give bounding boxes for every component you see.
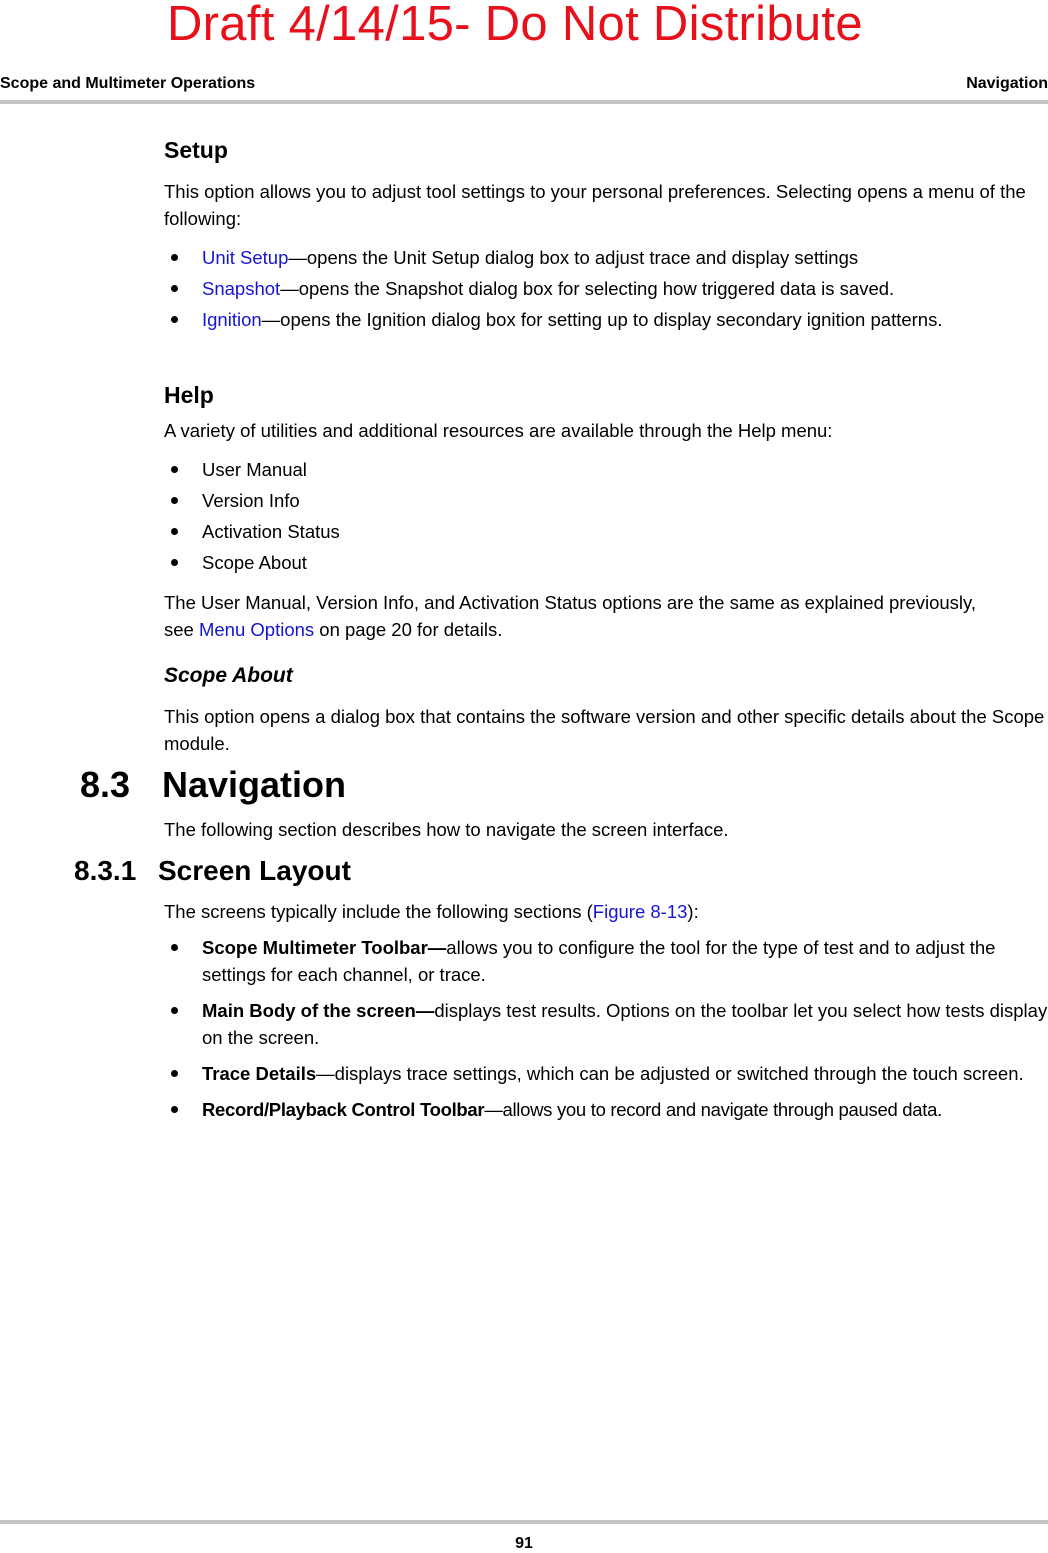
scope-about-heading: Scope About: [164, 664, 293, 687]
list-item-text: User Manual: [202, 459, 307, 480]
setup-list: [165, 244, 1045, 337]
list-item: [165, 1096, 1048, 1123]
menu-options-link[interactable]: Menu Options: [198, 619, 315, 640]
unit-setup-link[interactable]: Unit Setup: [202, 247, 289, 268]
bullet: [171, 559, 178, 566]
setup-heading: Setup: [164, 137, 228, 163]
bullet: [171, 316, 178, 323]
section-title: Navigation: [162, 764, 347, 805]
subsection-title: Screen Layout: [158, 855, 351, 886]
bullet: [171, 1106, 178, 1113]
intro-text: The screens typically include the following sections (: [164, 901, 593, 922]
list-item-term: Main Body of the screen—: [202, 1000, 435, 1021]
bullet: [171, 1070, 178, 1077]
bullet: [171, 944, 178, 951]
list-item: [165, 244, 1045, 271]
snapshot-link[interactable]: Snapshot: [202, 278, 281, 299]
bullet: [171, 1007, 178, 1014]
screen-layout-intro: [164, 898, 1034, 925]
intro-text-end: ):: [687, 901, 699, 922]
list-item-text: —displays trace settings, which can be adjusted or switched through the touch screen.: [316, 1063, 1024, 1084]
list-item: [165, 997, 1048, 1051]
page-number: 91: [515, 1535, 533, 1552]
setup-intro: This option allows you to adjust tool settings to your personal preferences. Selecting opens a menu of the following:: [164, 181, 1026, 229]
list-item-term: Record/Playback Control Toolbar: [202, 1099, 485, 1120]
list-item-text: —opens the Snapshot dialog box for selecting how triggered data is saved.: [280, 278, 895, 299]
section-number: 8.3: [80, 764, 131, 805]
bullet: [171, 466, 178, 473]
list-item: [165, 487, 1035, 514]
navigation-intro: The following section describes how to navigate the screen interface.: [164, 819, 729, 840]
header-rule: [0, 100, 1048, 104]
running-header-left: Scope and Multimeter Operations: [0, 75, 256, 92]
help-list: [165, 456, 1035, 580]
screen-layout-list: [165, 934, 1048, 1132]
footer-rule: [0, 1520, 1048, 1524]
help-intro: A variety of utilities and additional resources are available through the Help menu:: [164, 420, 833, 441]
list-item: [165, 518, 1035, 545]
list-item: [165, 549, 1035, 576]
draft-watermark: Draft 4/14/15- Do Not Distribute: [167, 0, 863, 51]
list-item-text: Version Info: [202, 490, 300, 511]
ignition-link[interactable]: Ignition: [202, 309, 262, 330]
list-item: [165, 275, 1045, 302]
list-item-text: —opens the Unit Setup dialog box to adjust trace and display settings: [288, 247, 859, 268]
running-header-right: Navigation: [966, 75, 1048, 92]
help-note-text: The User Manual, Version Info, and Activation Status options are the same as explained previously, see: [164, 592, 977, 640]
list-item-text: Activation Status: [202, 521, 340, 542]
subsection-number: 8.3.1: [74, 855, 137, 886]
list-item-term: Scope Multimeter Toolbar—: [202, 937, 447, 958]
list-item-text: Scope About: [202, 552, 307, 573]
help-note: [164, 589, 994, 643]
help-note-text-end: on page 20 for details.: [314, 619, 503, 640]
list-item: [165, 456, 1035, 483]
list-item-text: displays test results. Options on the toolbar let you select how tests display on the screen.: [202, 1000, 1048, 1048]
bullet: [171, 528, 178, 535]
bullet: [171, 254, 178, 261]
help-heading: Help: [164, 382, 214, 408]
list-item-text: —opens the Ignition dialog box for setting up to display secondary ignition patterns.: [261, 309, 943, 330]
list-item: [165, 934, 1048, 988]
scope-about-text: This option opens a dialog box that contains the software version and other specific details about the Scope module.: [164, 706, 1045, 754]
list-item: [165, 306, 1045, 333]
bullet: [171, 285, 178, 292]
list-item-term: Trace Details: [202, 1063, 317, 1084]
figure-link[interactable]: Figure 8-13: [592, 901, 688, 922]
list-item-text: —allows you to record and navigate through paused data.: [484, 1099, 942, 1120]
bullet: [171, 497, 178, 504]
list-item-text: allows you to configure the tool for the type of test and to adjust the settings for each channel, or trace.: [202, 937, 996, 985]
list-item: [165, 1060, 1048, 1087]
